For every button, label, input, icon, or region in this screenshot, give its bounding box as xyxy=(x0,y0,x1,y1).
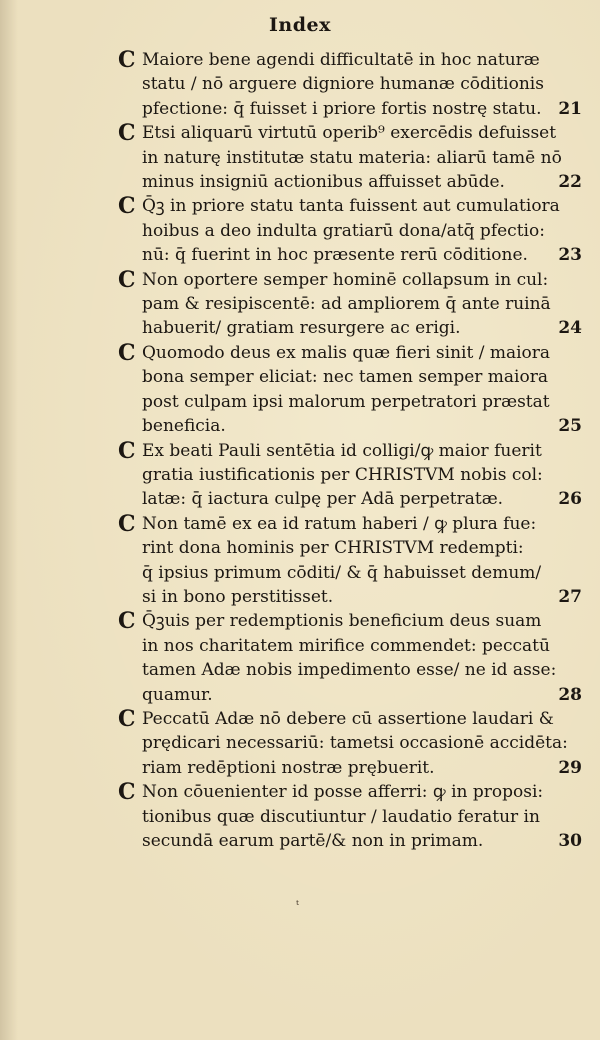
page-number: 29 xyxy=(558,757,582,778)
entry-line-text: si in bono perstitisset. xyxy=(142,586,334,607)
entry-line: bona semper eliciat: nec tamen semper maiora xyxy=(142,367,548,388)
entry-line: Quomodo deus ex malis quæ fieri sinit / maiora xyxy=(142,342,551,363)
entry-line: statu / nō arguere digniore humanæ cōditionis xyxy=(142,74,544,95)
entry-line xyxy=(142,170,582,194)
entry-line: post culpam ipsi malorum perpetratori præstat xyxy=(142,391,550,412)
entry-line: rint dona hominis per CHRISTVM redempti: xyxy=(142,538,524,559)
index-entry xyxy=(120,609,582,707)
pilcrow-icon: C xyxy=(118,339,136,366)
entry-line xyxy=(142,829,582,853)
entry-line: Q̄ꝫuis per redemptionis beneficium deus suam xyxy=(142,611,542,632)
page-number: 21 xyxy=(558,98,582,119)
entry-line: Etsi aliquarū virtutū operib⁹ exercēdis defuisset xyxy=(142,123,557,144)
entry-line: Q̄ꝫ in priore statu tanta fuissent aut cumulatiora xyxy=(142,196,560,217)
page-number: 28 xyxy=(558,684,582,705)
pilcrow-icon: C xyxy=(118,705,136,732)
pilcrow-icon: C xyxy=(118,266,136,293)
entry-line xyxy=(142,97,582,121)
entry-line xyxy=(142,243,582,267)
entry-line xyxy=(142,756,582,780)
entry-line: prędicari necessariū: tametsi occasionē accidēta: xyxy=(142,733,568,754)
entry-line: gratia iustificationis per CHRISTVM nobis col: xyxy=(142,464,543,485)
stray-mark: ᵗ xyxy=(296,898,299,912)
running-head: Index xyxy=(269,14,331,36)
pilcrow-icon: C xyxy=(118,437,136,464)
entry-line: tamen Adæ nobis impedimento esse/ ne id asse: xyxy=(142,660,557,681)
entry-line-text: nū: q̄ fuerint in hoc præsente rerū cōditione. xyxy=(142,245,528,266)
page-number: 23 xyxy=(558,245,582,266)
entry-line: Non oportere semper hominē collapsum in cul: xyxy=(142,269,549,290)
index-entry xyxy=(120,121,582,194)
entry-line-text: quamur. xyxy=(142,684,213,705)
entry-line xyxy=(142,316,582,340)
pilcrow-icon: C xyxy=(118,120,136,147)
entry-line xyxy=(142,683,582,707)
entry-line: Non tamē ex ea id ratum haberi / ꝙ plura fue: xyxy=(142,513,537,534)
page-number: 30 xyxy=(558,831,582,851)
entry-line-text: minus insigniū actionibus affuisset abūde. xyxy=(142,172,505,193)
entry-line xyxy=(142,414,582,438)
entry-line xyxy=(142,585,582,609)
index-entry xyxy=(120,780,582,853)
page-number: 26 xyxy=(558,489,582,510)
entry-line: Maiore bene agendi difficultatē in hoc naturæ xyxy=(142,50,540,70)
entry-line-text: habuerit/ gratiam resurgere ac erigi. xyxy=(142,318,461,339)
index-list xyxy=(120,48,582,853)
entry-line-text: latæ: q̄ iactura culpę per Adā perpetratæ. xyxy=(142,489,504,510)
entry-line xyxy=(142,487,582,511)
entry-line: in naturę institutæ statu materia: aliarū tamē nō xyxy=(142,147,562,168)
entry-line-text: beneficia. xyxy=(142,416,226,437)
index-entry xyxy=(120,341,582,439)
pilcrow-icon: C xyxy=(118,779,136,806)
entry-line: tionibus quæ discutiuntur / laudatio feratur in xyxy=(142,806,540,827)
entry-line: Non cōuenienter id posse afferri: ꝙ in proposi: xyxy=(142,782,544,803)
entry-line: Peccatū Adæ nō debere cū assertione laudari & xyxy=(142,708,554,729)
entry-line: hoibus a deo indulta gratiarū dona/atq̄ pfectio: xyxy=(142,220,545,241)
index-entry xyxy=(120,268,582,341)
entry-line-text: secundā earum partē/& non in primam. xyxy=(142,831,484,851)
pilcrow-icon: C xyxy=(118,193,136,220)
page-number: 22 xyxy=(558,172,582,193)
pilcrow-icon: C xyxy=(118,510,136,537)
entry-line-text: riam redēptioni nostræ prębuerit. xyxy=(142,757,435,778)
entry-line: q̄ ipsius primum cōditi/ & q̄ habuisset demum/ xyxy=(142,562,542,583)
page-number: 24 xyxy=(558,318,582,339)
page-number: 25 xyxy=(558,416,582,437)
pilcrow-icon: C xyxy=(118,47,136,73)
index-entry xyxy=(120,707,582,780)
page-number: 27 xyxy=(558,586,582,607)
entry-line: Ex beati Pauli sentētia id colligi/ꝙ maior fuerit xyxy=(142,440,542,461)
gutter-shadow xyxy=(0,0,18,1040)
entry-line: pam & resipiscentē: ad ampliorem q̄ ante ruinā xyxy=(142,294,551,315)
entry-line: in nos charitatem mirifice commendet: peccatū xyxy=(142,635,550,656)
index-entry xyxy=(120,48,582,121)
index-entry xyxy=(120,439,582,512)
index-entry xyxy=(120,512,582,610)
entry-line-text: pfectione: q̄ fuisset i priore fortis nostrę statu. xyxy=(142,98,542,119)
index-entry xyxy=(120,194,582,267)
pilcrow-icon: C xyxy=(118,608,136,635)
